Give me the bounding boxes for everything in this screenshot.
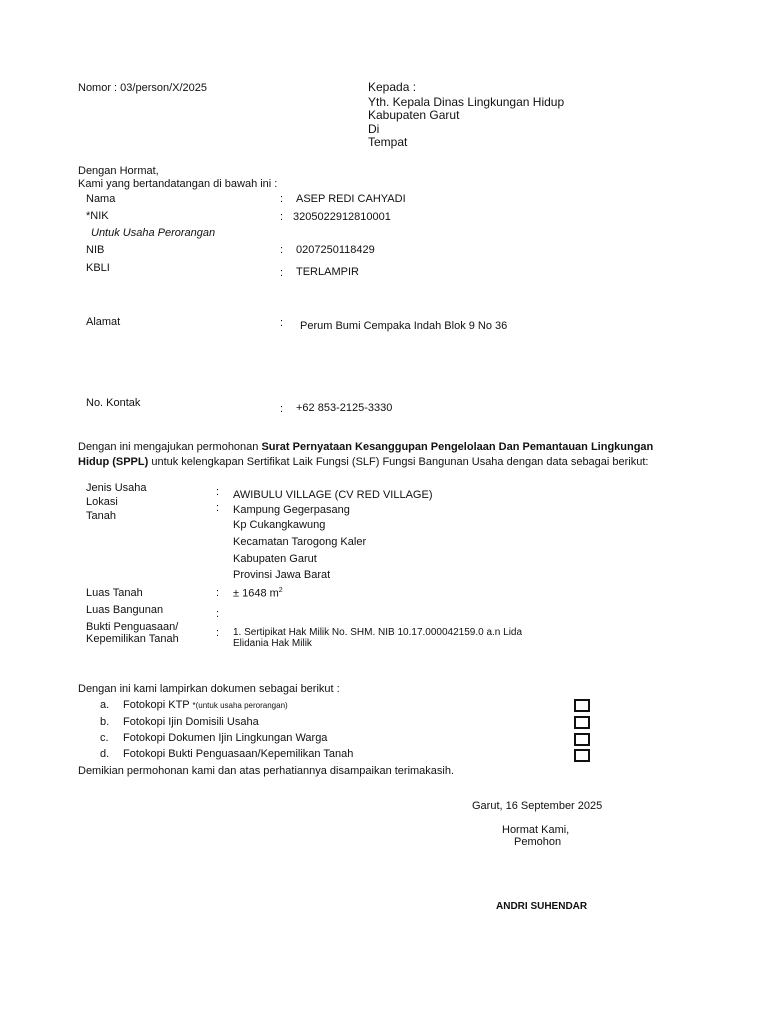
recipient-line-4: Tempat [368, 135, 408, 149]
alamat-value: Perum Bumi Cempaka Indah Blok 9 No 36 [300, 320, 508, 332]
lokasi-line: Kabupaten Garut [233, 553, 317, 565]
request-post: untuk kelengkapan Sertifikat Laik Fungsi (SLF) Fungsi Bangunan Usaha dengan data sebagai berikut: [148, 456, 649, 468]
bukti-value-2: Elidania Hak Milik [233, 638, 312, 649]
signer-role: Pemohon [514, 836, 562, 848]
kontak-value: +62 853-2125-3330 [296, 402, 393, 414]
nib-value: 0207250118429 [296, 244, 375, 256]
signer-name: ANDRI SUHENDAR [496, 901, 588, 912]
superscript-2: 2 [278, 587, 283, 594]
recipient-line-2: Kabupaten Garut [368, 108, 460, 122]
list-item: Fotokopi KTP *(untuk usaha perorangan) [123, 699, 288, 711]
recipient-line-3: Di [368, 122, 380, 136]
lokasi-line: Kp Cukangkawung [233, 519, 326, 531]
intro-text: Kami yang bertandatangan di bawah ini : [78, 178, 278, 190]
colon: : [216, 587, 220, 599]
kbli-value: TERLAMPIR [296, 266, 359, 278]
colon: : [280, 317, 284, 329]
colon: : [280, 403, 284, 415]
lokasi-line: Kecamatan Tarogong Kaler [233, 536, 367, 548]
luas-tanah-value: ± 1648 $m^2$ [233, 587, 283, 600]
bukti-label-1: Bukti Penguasaan/ [86, 621, 179, 633]
salutation: Dengan Hormat, [78, 165, 159, 177]
checkbox-domisili[interactable] [574, 716, 590, 729]
list-item-letter: b. [100, 716, 110, 728]
jenis-usaha-label: Jenis Usaha [86, 482, 147, 494]
list-item: Fotokopi Ijin Domisili Usaha [123, 716, 259, 728]
nib-label: NIB [86, 244, 105, 256]
colon: : [216, 608, 220, 620]
kbli-label: KBLI [86, 262, 110, 274]
bukti-label-2: Kepemilikan Tanah [86, 633, 179, 645]
regards: Hormat Kami, [502, 824, 570, 836]
checkbox-ijin-lingkungan[interactable] [574, 733, 590, 746]
nik-note: Untuk Usaha Perorangan [91, 227, 216, 239]
request-pre: Dengan ini mengajukan permohonan [78, 441, 262, 453]
lampiran-intro: Dengan ini kami lampirkan dokumen sebagai berikut : [78, 683, 340, 695]
checkbox-bukti-tanah[interactable] [574, 749, 590, 762]
colon: : [280, 211, 284, 223]
request-bold-2: Hidup (SPPL) [78, 456, 149, 468]
list-item: Fotokopi Dokumen Ijin Lingkungan Warga [123, 732, 328, 744]
request-bold-1: Surat Pernyataan Kesanggupan Pengelolaan Dan Pemantauan Lingkungan [261, 441, 654, 453]
lokasi-label: Lokasi [86, 496, 118, 508]
jenis-usaha-value: AWIBULU VILLAGE (CV RED VILLAGE) [233, 489, 433, 501]
checkbox-ktp[interactable] [574, 699, 590, 712]
lokasi-line: Provinsi Jawa Barat [233, 569, 331, 581]
luas-tanah-label: Luas Tanah [86, 587, 143, 599]
list-item-note: *(untuk usaha perorangan) [192, 701, 288, 710]
list-item: Fotokopi Bukti Penguasaan/Kepemilikan Tanah [123, 748, 354, 760]
recipient-label: Kepada : [368, 80, 417, 94]
list-item-letter: c. [100, 732, 109, 744]
bukti-value-1: 1. Sertipikat Hak Milik No. SHM. NIB 10.17.000042159.0 a.n Lida [233, 627, 523, 638]
nama-label: Nama [86, 193, 116, 205]
colon: : [216, 627, 220, 639]
recipient-line-1: Yth. Kepala Dinas Lingkungan Hidup [368, 95, 565, 109]
luas-bangunan-label: Luas Bangunan [86, 604, 164, 616]
place-date: Garut, 16 September 2025 [472, 800, 603, 812]
colon: : [216, 502, 220, 514]
tanah-label: Tanah [86, 510, 116, 522]
closing-text: Demikian permohonan kami dan atas perhatiannya disampaikan terimakasih. [78, 765, 455, 777]
alamat-label: Alamat [86, 316, 121, 328]
nik-label: *NIK [86, 210, 109, 222]
colon: : [280, 267, 284, 279]
colon: : [216, 486, 220, 498]
list-item-letter: d. [100, 748, 110, 760]
request-paragraph [78, 440, 698, 470]
lokasi-line: Kampung Gegerpasang [233, 504, 350, 516]
list-item-letter: a. [100, 699, 110, 711]
letter-number: Nomor : 03/person/X/2025 [78, 82, 208, 94]
kontak-label: No. Kontak [86, 397, 141, 409]
nama-value: ASEP REDI CAHYADI [296, 193, 406, 205]
colon: : [280, 193, 284, 205]
nik-value: 3205022912810001 [293, 211, 391, 223]
colon: : [280, 244, 284, 256]
